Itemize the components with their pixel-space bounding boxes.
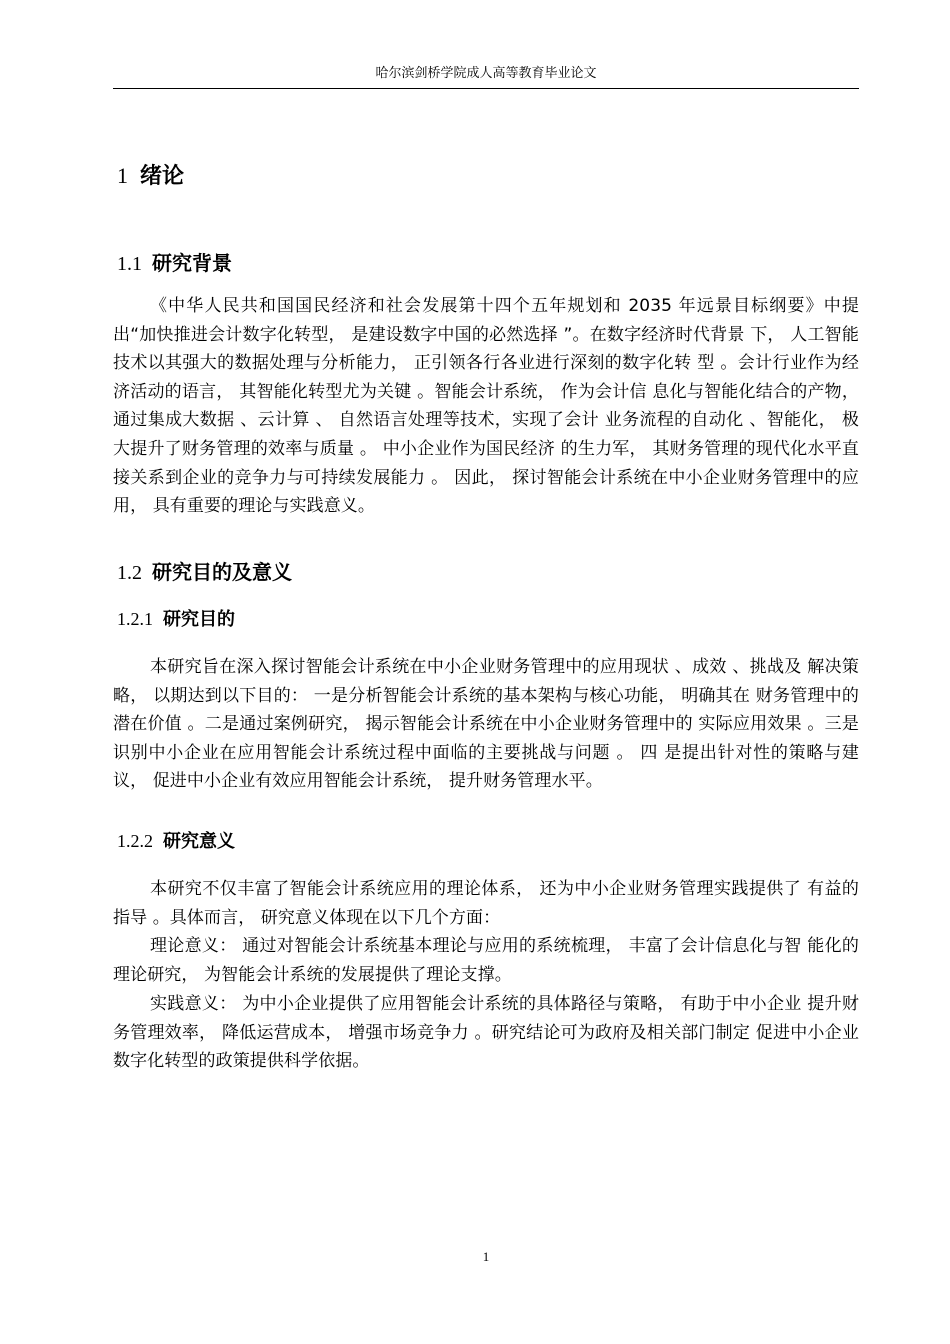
chapter-number: 1	[117, 163, 128, 188]
paragraph-background: 《中华人民共和国国民经济和社会发展第十四个五年规划和 2035 年远景目标纲要》中提出“加快推进会计数字化转型， 是建设数字中国的必然选择 ”。在数字经济时代背景 下， 人工智能技术以其强大的数据处理与分析能力， 正引领各行各业进行深刻的数字化转 型 。会计行业作为经济活动的语言， 其智能化转型尤为关键 。智能会计系统， 作为会计信 息化与智能化结合的产物， 通过集成大数据 、云计算 、 自然语言处理等技术，实现了会计 业务流程的自动化 、智能化， 极大提升了财务管理的效率与质量 。 中小企业作为国民经济 的生力军， 其财务管理的现代化水平直接关系到企业的竞争力与可持续发展能力 。 因此， 探讨智能会计系统在中小企业财务管理中的应用， 具有重要的理论与实践意义。	[113, 296, 859, 517]
section-number: 1.1	[117, 253, 142, 275]
chapter-title: 绪论	[140, 164, 185, 189]
paragraph-purpose: 本研究旨在深入探讨智能会计系统在中小企业财务管理中的应用现状 、成效 、挑战及 解决策略， 以期达到以下目的： 一是分析智能会计系统的基本架构与核心功能， 明确其在 财务管理中的潜在价值 。二是通过案例研究， 揭示智能会计系统在中小企业财务管理中的 实际应用效果 。三是识别中小企业在应用智能会计系统过程中面临的主要挑战与问题 。 四 是提出针对性的策略与建议， 促进中小企业有效应用智能会计系统， 提升财务管理水平。	[113, 657, 859, 792]
subsection-heading-1-2-2	[117, 827, 235, 856]
subsection-heading-1-2-1	[117, 605, 235, 634]
subsection-number: 1.2.1	[117, 609, 153, 629]
paragraph-practical-significance: 实践意义： 为中小企业提供了应用智能会计系统的具体路径与策略， 有助于中小企业 提升财务管理效率， 降低运营成本， 增强市场竞争力 。研究结论可为政府及相关部门制定 促进中小企业数字化转型的政策提供科学依据。	[113, 994, 859, 1072]
running-header: 哈尔滨剑桥学院成人高等教育毕业论文	[375, 66, 597, 81]
chapter-heading	[117, 160, 184, 193]
section-title: 研究目的及意义	[152, 560, 292, 584]
page-number: 1	[482, 1249, 490, 1264]
subsection-title: 研究目的	[163, 609, 235, 630]
subsection-number: 1.2.2	[117, 831, 153, 851]
paragraph-significance-intro: 本研究不仅丰富了智能会计系统应用的理论体系， 还为中小企业财务管理实践提供了 有益的指导 。具体而言， 研究意义体现在以下几个方面：	[113, 879, 859, 928]
section-title: 研究背景	[152, 251, 232, 275]
paragraph-theoretical-significance: 理论意义： 通过对智能会计系统基本理论与应用的系统梳理， 丰富了会计信息化与智 能化的理论研究， 为智能会计系统的发展提供了理论支撑。	[113, 936, 859, 985]
section-number: 1.2	[117, 562, 142, 584]
section-heading-1-2	[117, 557, 292, 588]
header-rule	[113, 88, 859, 89]
section-heading-1-1	[117, 248, 232, 279]
subsection-title: 研究意义	[163, 831, 235, 852]
